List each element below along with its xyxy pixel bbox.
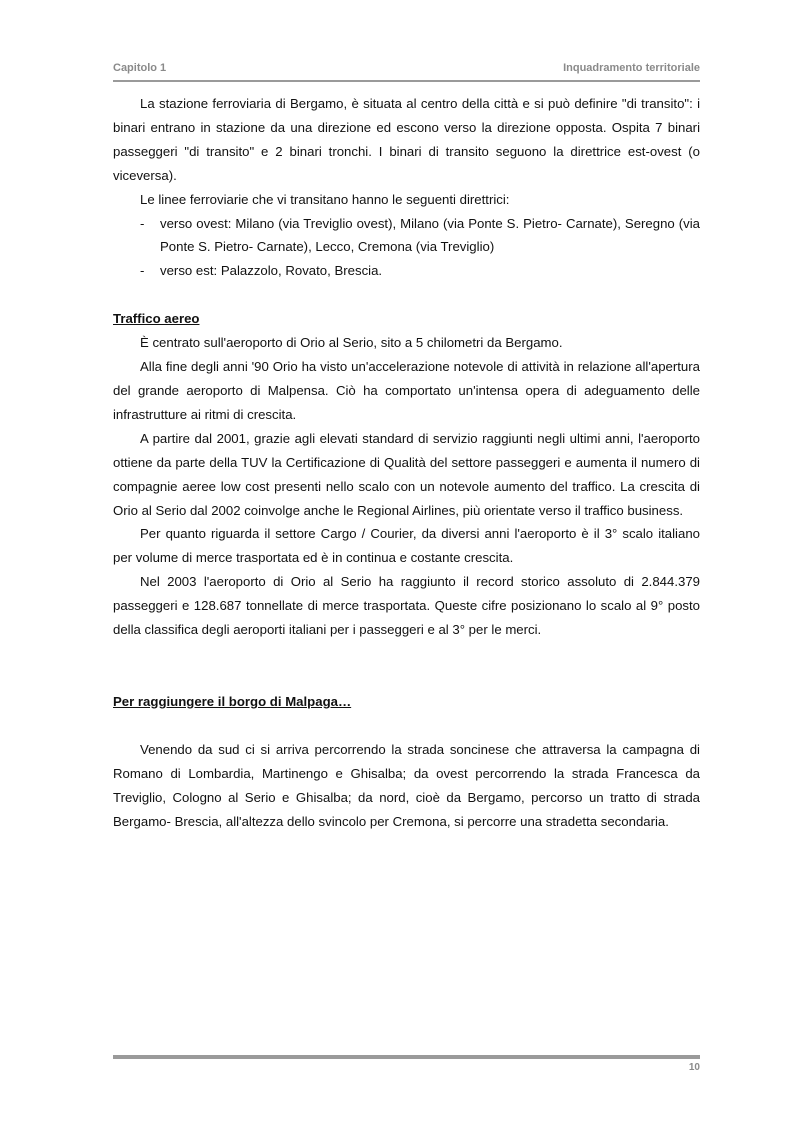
list-item-text: verso ovest: Milano (via Treviglio ovest), Milano (via Ponte S. Pietro- Carnate), Seregno (via Ponte S. Pietro- Carnate), Lecco, Cremona (via Treviglio) [160,215,700,255]
page-number: 10 [688,1062,700,1073]
page-header [113,62,700,74]
section-label: Inquadramento territoriale [563,62,700,74]
list-item [113,259,700,283]
air-traffic-heading: Traffico aereo [113,311,200,327]
malpaga-paragraph: Venendo da sud ci si arriva percorrendo la strada soncinese che attraversa la campagna di Romano di Lombardia, Martinengo e Ghisalba; da ovest percorrendo la strada Francesca da Treviglio, Cologno al Serio e Ghisalba; da nord, cioè da Bergamo, percorso un tratto di strada Bergamo- Brescia, all'altezza dello svincolo per Cremona, si percorre una stradetta secondaria. [113,741,700,829]
railway-lines-list [113,212,700,284]
footer-divider [113,1055,700,1059]
list-item [113,212,700,260]
intro-paragraph-2: Le linee ferroviarie che vi transitano hanno le seguenti direttrici: [140,191,510,207]
air-paragraph-5: Nel 2003 l'aeroporto di Orio al Serio ha raggiunto il record storico assoluto di 2.844.379 passeggeri e 128.687 tonnellate di merce trasportata. Queste cifre posizionano lo scalo al 9° posto della classifica degli aeroporti italiani per i passeggeri e al 3° per le merci. [113,574,700,638]
malpaga-heading: Per raggiungere il borgo di Malpaga… [113,693,352,709]
header-divider [113,80,700,82]
list-dash: - [140,263,145,279]
list-item-text: verso est: Palazzolo, Rovato, Brescia. [160,263,383,279]
air-paragraph-1: È centrato sull'aeroporto di Orio al Serio, sito a 5 chilometri da Bergamo. [140,335,563,351]
air-paragraph-3: A partire dal 2001, grazie agli elevati standard di servizio raggiunti negli ultimi anni, l'aeroporto ottiene da parte della TUV la Certificazione di Qualità del settore passeggeri e aumenta il numero di compagnie aeree low cost presenti nello scalo con un notevole aumento del traffico. La crescita di Orio al Serio dal 2002 coinvolge anche le Regional Airlines, più orientate verso il traffico business. [113,430,700,518]
air-paragraph-2: Alla fine degli anni '90 Orio ha visto un'accelerazione notevole di attività in relazione all'apertura del grande aeroporto di Malpensa. Ciò ha comportato un'intensa opera di adeguamento delle infrastrutture ai ritmi di crescita. [113,359,700,422]
document-body [113,92,700,833]
chapter-label: Capitolo 1 [113,62,167,74]
intro-paragraph-1: La stazione ferroviaria di Bergamo, è situata al centro della città e si può definire "di transito": i binari entrano in stazione da una direzione ed escono verso la direzione opposta. Ospita 7 binari passeggeri "di transito" e 2 binari tronchi. I binari di transito seguono la direttrice est-ovest (o viceversa). [113,96,700,183]
list-dash: - [140,215,145,231]
air-paragraph-4: Per quanto riguarda il settore Cargo / Courier, da diversi anni l'aeroporto è il 3° scalo italiano per volume di merce trasportata ed è in continua e costante crescita. [113,526,700,566]
